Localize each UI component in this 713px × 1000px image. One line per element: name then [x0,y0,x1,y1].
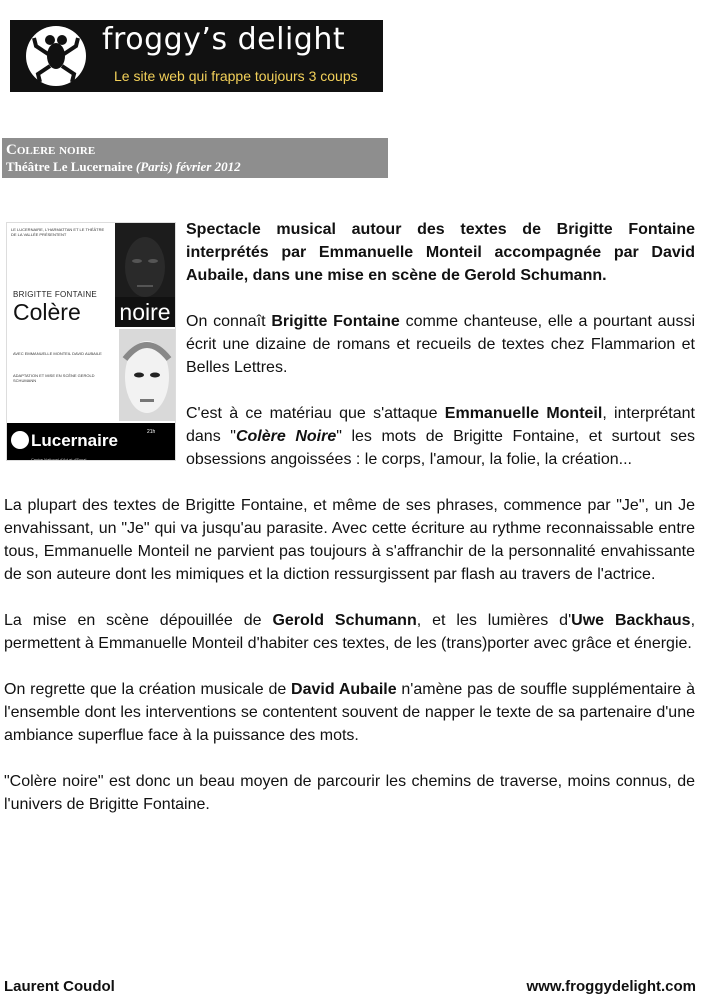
poster-theatre: Lucernaire [31,431,118,450]
site-url-link[interactable]: www.froggydelight.com [526,978,696,995]
frog-logo-icon [26,26,86,86]
article-author: Laurent Coudol [4,978,115,995]
poster-staging: ADAPTATION ET MISE EN SCÈNE GEROLD SCHUMANN [13,373,95,383]
article-body [4,218,695,839]
poster-cast: AVEC EMMANUELLE MONTEIL DAVID AUBAILE [13,351,102,356]
lucernaire-logo-icon [11,431,29,449]
article-paragraph: C'est à ce matériau que s'attaque Emmanuelle Monteil, interprétant dans "Colère Noire" les mots de Brigitte Fontaine, et surtout ses obsessions angoissées : le corps, l'amour, la folie, la création... [186,405,696,468]
poster-time: 21h [147,429,156,435]
site-tagline: Le site web qui frappe toujours 3 coups [114,68,358,84]
poster-credits: LE LUCERNAIRE, L'HARMATTAN ET LE THÉÂTRE DE LA VALLÉE PRÉSENTENT [11,227,105,237]
poster-theatre-sub: Centre National d'Art et d'Essai [31,457,87,461]
site-brand: froggy’s delight [102,22,346,57]
article-paragraph: On connaît Brigitte Fontaine comme chanteuse, elle a pourtant aussi écrit une dizaine de romans et recueils de textes chez Flammarion et Belles Lettres. [186,313,696,376]
poster-title-part2: noire [115,297,175,327]
article-lead: Spectacle musical autour des textes de Brigitte Fontaine interprétés par Emmanuelle Monteil accompagnée par David Aubaile, dans une mise en scène de Gerold Schumann. [186,221,695,284]
poster-author: BRIGITTE FONTAINE [13,290,98,299]
venue: Théâtre Le Lucernaire [6,159,133,174]
poster-title-part1: Colère [13,299,81,325]
show-poster [6,222,176,461]
poster-footer [7,423,175,460]
article-title-bar [2,138,388,178]
article-paragraph: "Colère noire" est donc un beau moyen de parcourir les chemins de traverse, moins connus, de l'univers de Brigitte Fontaine. [4,773,695,813]
poster-title [7,297,175,327]
article-paragraph: La plupart des textes de Brigitte Fontaine, et même de ses phrases, commence par "Je", un Je envahissant, un "Je" qui va jusqu'au parasite. Avec cette écriture au rythme reconnaissable entre tous, Emmanuelle Monteil ne parvient pas toujours à s'affranchir de la personnalité envahissante de son auteure dont les mimiques et la diction ressurgissent par flash au travers de l'actrice. [4,497,695,583]
poster-face-dark [115,223,175,307]
site-banner[interactable] [10,20,383,92]
article-paragraph: On regrette que la création musicale de David Aubaile n'amène pas de souffle supplémentaire à l'ensemble dont les interventions se contentent souvent de napper le texte de sa partenaire d'une ambiance superflue face à la puissance des mots. [4,681,695,744]
poster-face-light [119,329,175,421]
show-venue-line [6,159,241,175]
show-title: Colere noire [6,142,96,158]
article-paragraph: La mise en scène dépouillée de Gerold Schumann, et les lumières d'Uwe Backhaus, permettent à Emmanuelle Monteil d'habiter ces textes, de les (trans)porter avec grâce et énergie. [4,612,696,652]
show-date: février 2012 [175,159,241,174]
city: (Paris) [135,159,173,174]
